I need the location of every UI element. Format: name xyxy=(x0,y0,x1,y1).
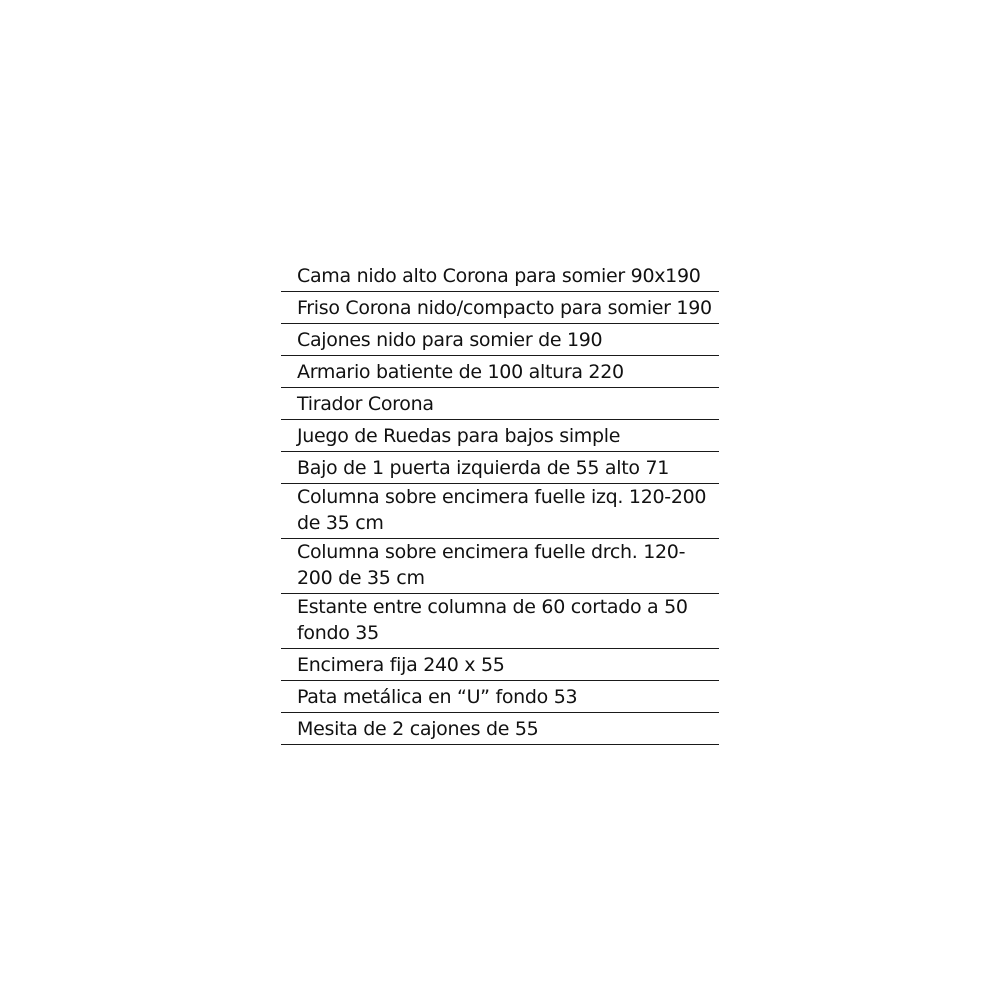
list-item: Columna sobre encimera fuelle drch. 120-200 de 35 cm xyxy=(281,539,719,594)
list-item: Cama nido alto Corona para somier 90x190 xyxy=(281,260,719,292)
list-item: Columna sobre encimera fuelle izq. 120-200 de 35 cm xyxy=(281,484,719,539)
list-item: Estante entre columna de 60 cortado a 50 fondo 35 xyxy=(281,594,719,649)
list-item: Juego de Ruedas para bajos simple xyxy=(281,420,719,452)
list-item: Friso Corona nido/compacto para somier 190 xyxy=(281,292,719,324)
list-item: Armario batiente de 100 altura 220 xyxy=(281,356,719,388)
list-item: Mesita de 2 cajones de 55 xyxy=(281,713,719,745)
product-list xyxy=(281,260,719,745)
list-item: Encimera fija 240 x 55 xyxy=(281,649,719,681)
list-item: Cajones nido para somier de 190 xyxy=(281,324,719,356)
list-item: Bajo de 1 puerta izquierda de 55 alto 71 xyxy=(281,452,719,484)
list-item: Pata metálica en “U” fondo 53 xyxy=(281,681,719,713)
list-item: Tirador Corona xyxy=(281,388,719,420)
